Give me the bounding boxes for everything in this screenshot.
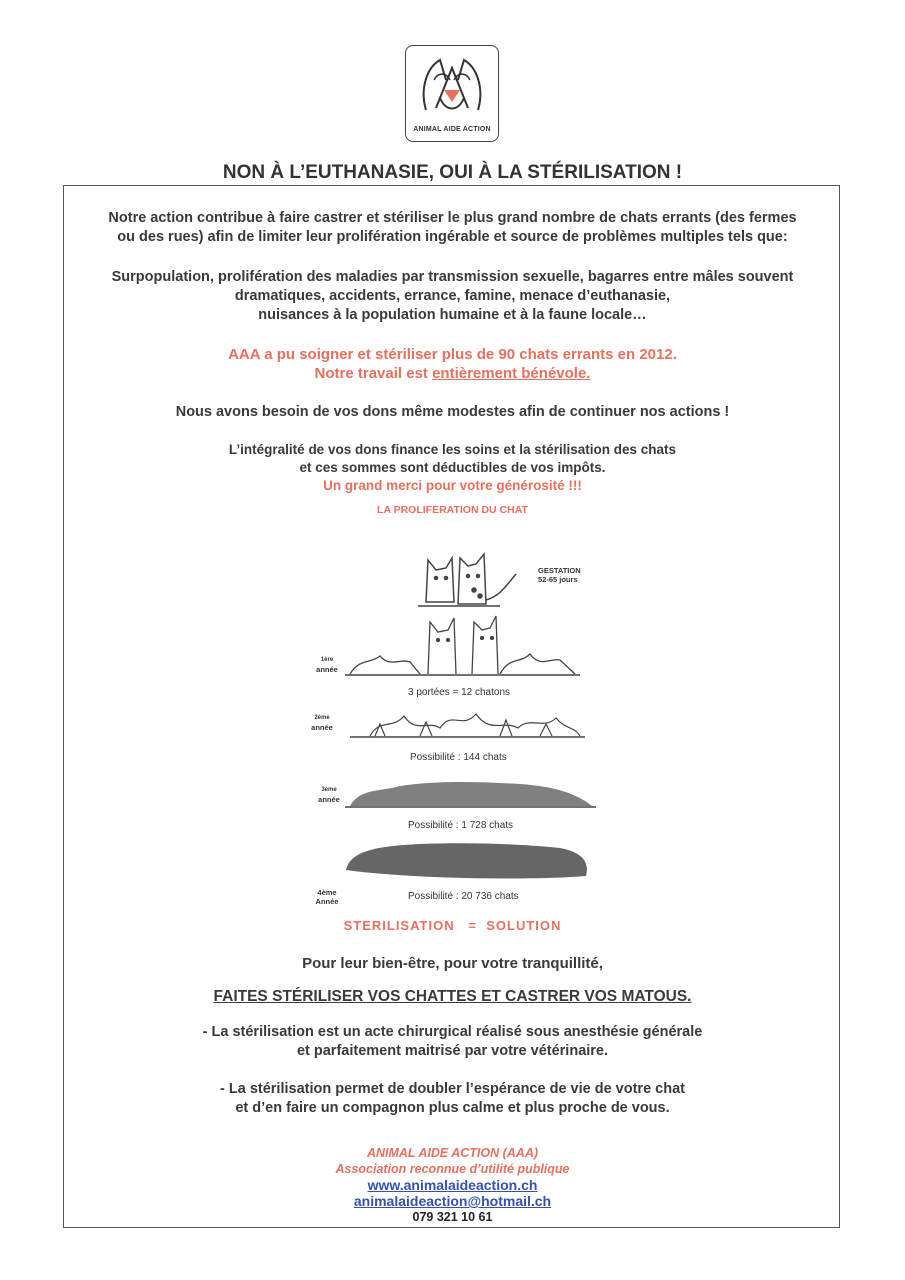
parent-cats-icon — [418, 554, 516, 606]
aaa-highlight — [0, 345, 905, 383]
footer-status: Association reconnue d’utilité publique — [335, 1162, 570, 1176]
problems-paragraph — [0, 268, 905, 325]
intro-line: Notre action contribue à faire castrer et stériliser le plus grand nombre de chats errants (des fermes — [108, 210, 797, 226]
year3-label — [312, 786, 346, 804]
logo — [405, 45, 499, 142]
website-link[interactable]: www.animalaideaction.ch — [367, 1177, 538, 1193]
year2-sup: 2ème — [314, 715, 330, 721]
solution-line: STERILISATION = SOLUTION — [343, 918, 562, 933]
aaa-volunteer-emphasis: entièrement bénévole. — [432, 365, 591, 382]
fact-paragraph — [0, 1023, 905, 1061]
aaa-line — [0, 364, 905, 383]
proliferation-title: LA PROLIFERATION DU CHAT — [377, 504, 528, 516]
year2-cats-icon — [350, 714, 585, 737]
year3-label-text: année — [318, 795, 340, 804]
aaa-line-prefix: Notre travail est — [314, 365, 433, 382]
year3-caption: Possibilité : 1 728 chats — [408, 820, 514, 831]
gestation-label — [538, 566, 581, 584]
fact-line: et parfaitement maitrisé par votre vétérinaire. — [296, 1043, 609, 1059]
problems-line: dramatiques, accidents, errance, famine, menace d’euthanasie, — [234, 288, 671, 304]
page-title: NON À L’EUTHANASIE, OUI À LA STÉRILISATION ! — [222, 162, 683, 183]
year4-label-text: Année — [315, 897, 339, 906]
intro-paragraph — [0, 209, 905, 247]
year3-cats-icon — [345, 782, 596, 807]
phone-number: 079 321 10 61 — [412, 1210, 493, 1224]
year2-label-text: année — [311, 723, 333, 732]
donations-paragraph — [0, 441, 905, 477]
year1-label — [310, 656, 344, 674]
gestation-title: GESTATION — [538, 566, 581, 575]
year4-label — [310, 888, 344, 906]
problems-line: nuisances à la population humaine et à la faune locale… — [258, 307, 647, 323]
fact-line: et d’en faire un compagnon plus calme et plus proche de vous. — [235, 1100, 670, 1116]
year2-label — [304, 714, 340, 732]
thanks-line: Un grand merci pour votre générosité !!! — [323, 478, 582, 493]
fact-paragraph — [0, 1080, 905, 1118]
cat-heads-logo-icon — [412, 50, 492, 126]
year4-cats-icon — [346, 843, 587, 878]
proliferation-illustration — [0, 530, 905, 910]
fact-line: - La stérilisation est un acte chirurgical réalisé sous anesthésie générale — [202, 1024, 703, 1040]
fact-line: - La stérilisation permet de doubler l’espérance de vie de votre chat — [220, 1081, 685, 1097]
problems-line: Surpopulation, prolifération des maladies par transmission sexuelle, bagarres entre mâles souvent — [111, 269, 794, 285]
year1-label-text: année — [316, 665, 338, 674]
year1-caption: 3 portées = 12 chatons — [408, 687, 511, 698]
year1-sup: 1ère — [320, 657, 334, 663]
donation-need: Nous avons besoin de vos dons même modestes afin de continuer nos actions ! — [175, 404, 730, 420]
donations-line: L’intégralité de vos dons finance les soins et la stérilisation des chats — [228, 442, 677, 457]
email-link[interactable]: animalaideaction@hotmail.ch — [353, 1193, 552, 1209]
gestation-days: 52-65 jours — [538, 575, 578, 584]
donations-line: et ces sommes sont déductibles de vos impôts. — [299, 460, 606, 475]
call-to-action: FAITES STÉRILISER VOS CHATTES ET CASTRER VOS MATOUS. — [213, 988, 692, 1005]
aaa-line: AAA a pu soigner et stériliser plus de 90 chats errants en 2012. — [228, 346, 677, 363]
year4-caption: Possibilité : 20 736 chats — [408, 891, 519, 902]
year2-caption: Possibilité : 144 chats — [410, 752, 507, 763]
logo-text: ANIMAL AIDE ACTION — [413, 126, 491, 133]
year4-sup: 4ème — [317, 888, 337, 897]
footer-contact — [0, 1145, 905, 1225]
year3-sup: 3ème — [321, 787, 337, 793]
intro-line: ou des rues) afin de limiter leur prolifération ingérable et source de problèmes multiples tels que: — [117, 229, 788, 245]
footer-org: ANIMAL AIDE ACTION (AAA) — [366, 1146, 539, 1160]
year1-cats-icon — [345, 616, 580, 675]
wellbeing-line: Pour leur bien-être, pour votre tranquillité, — [302, 955, 603, 972]
